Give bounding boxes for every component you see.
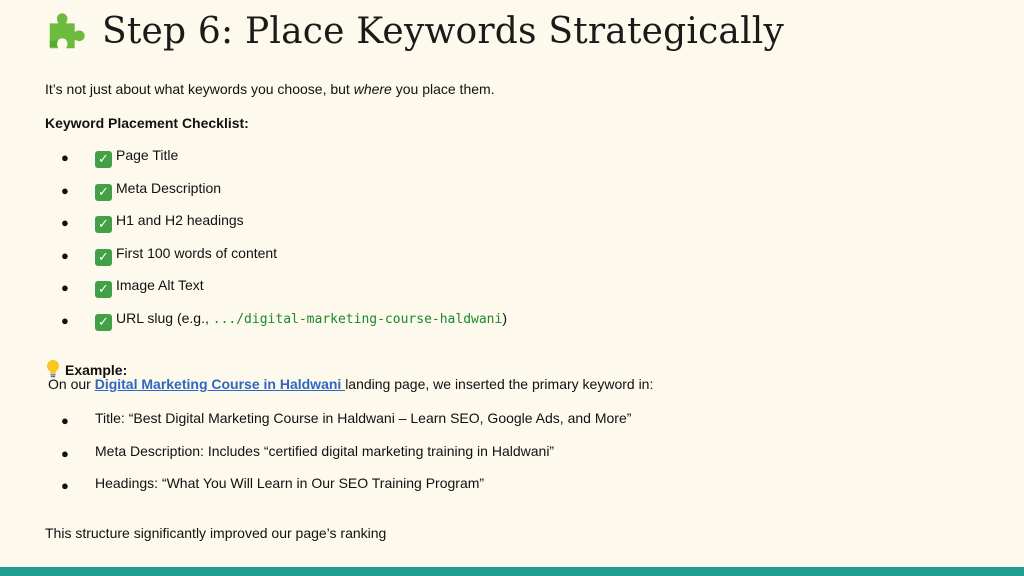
- bullet-dot: ●: [61, 313, 69, 328]
- checklist-item: [95, 245, 277, 266]
- checklist-item-label: H1 and H2 headings: [116, 212, 244, 228]
- checklist-item: [95, 212, 244, 233]
- check-icon: ✓: [95, 151, 112, 168]
- intro-text: [45, 81, 495, 97]
- example-label: Example:: [65, 362, 128, 378]
- checklist-item: [95, 180, 221, 201]
- checklist-item-url: [95, 310, 507, 331]
- bullet-dot: ●: [61, 280, 69, 295]
- url-slug-code: .../digital-marketing-course-haldwani: [212, 312, 503, 327]
- page-title: Step 6: Place Keywords Strategically: [102, 10, 785, 52]
- bullet-dot: ●: [61, 150, 69, 165]
- footer-accent-bar: [0, 567, 1024, 576]
- course-link[interactable]: Digital Marketing Course in Haldwani: [94, 376, 346, 392]
- check-icon: ✓: [95, 184, 112, 201]
- checklist-item-label: Image Alt Text: [116, 277, 204, 293]
- example-after: landing page, we inserted the primary keyword in:: [345, 376, 654, 392]
- checklist-item: [95, 277, 204, 298]
- bullet-dot: ●: [61, 183, 69, 198]
- intro-before: It’s not just about what keywords you choose, but: [45, 81, 354, 97]
- check-icon: ✓: [95, 281, 112, 298]
- bullet-dot: ●: [61, 413, 69, 428]
- example-item: Title: “Best Digital Marketing Course in Haldwani – Learn SEO, Google Ads, and More”: [95, 410, 632, 426]
- url-item-prefix: URL slug (e.g.,: [116, 310, 213, 326]
- intro-after: you place them.: [391, 81, 495, 97]
- check-icon: ✓: [95, 216, 112, 233]
- checklist-item-label: First 100 words of content: [116, 245, 278, 261]
- check-icon: ✓: [95, 314, 112, 331]
- checklist-item-label: Meta Description: [116, 180, 222, 196]
- title-row: [44, 8, 784, 54]
- url-item-suffix: ): [502, 310, 508, 326]
- checklist-item: [95, 147, 178, 168]
- example-before: On our: [48, 376, 95, 392]
- intro-emphasis: where: [353, 81, 392, 97]
- puzzle-icon: [44, 8, 90, 54]
- bullet-dot: ●: [61, 248, 69, 263]
- bullet-dot: ●: [61, 446, 69, 461]
- bullet-dot: ●: [61, 478, 69, 493]
- example-item: Headings: “What You Will Learn in Our SEO Training Program”: [95, 475, 485, 491]
- checklist-heading: Keyword Placement Checklist:: [45, 115, 249, 131]
- checklist-item-label: Page Title: [116, 147, 179, 163]
- conclusion-text: This structure significantly improved our page’s ranking: [45, 525, 387, 541]
- bullet-dot: ●: [61, 215, 69, 230]
- check-icon: ✓: [95, 249, 112, 266]
- example-item: Meta Description: Includes “certified digital marketing training in Haldwani”: [95, 443, 555, 459]
- example-intro: [48, 376, 653, 392]
